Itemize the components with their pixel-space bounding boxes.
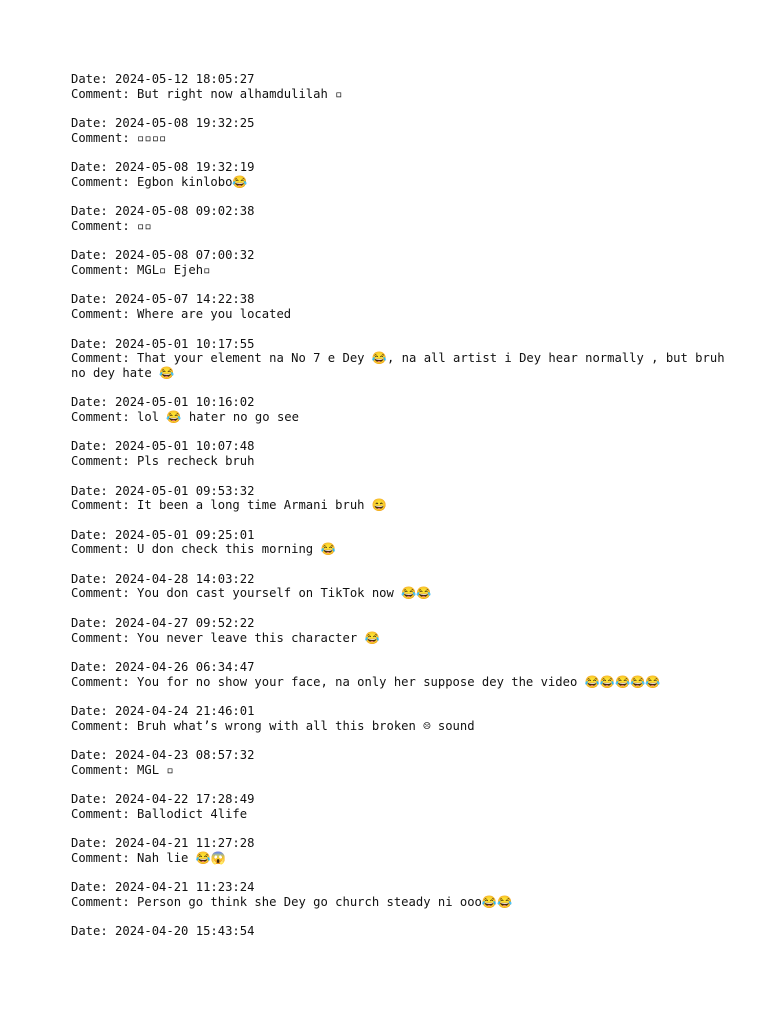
comment-entry — [71, 484, 731, 513]
entry-comment: Comment: Pls recheck bruh — [71, 454, 255, 469]
comment-entry — [71, 704, 731, 733]
comment-entry — [71, 204, 731, 233]
comment-entry — [71, 292, 731, 321]
comment-entry — [71, 337, 731, 381]
comment-entry — [71, 116, 731, 145]
entry-date: Date: 2024-05-08 19:32:19 — [71, 160, 255, 175]
entry-comment: Comment: U don check this morning 😂 — [71, 542, 336, 557]
entry-comment: Comment: But right now alhamdulilah ▫ — [71, 86, 343, 101]
comment-log — [71, 72, 731, 954]
comment-entry — [71, 395, 731, 424]
entry-date: Date: 2024-05-01 10:17:55 — [71, 336, 255, 351]
comment-entry — [71, 248, 731, 277]
entry-comment: Comment: lol 😂 hater no go see — [71, 410, 299, 425]
entry-date: Date: 2024-04-22 17:28:49 — [71, 792, 255, 807]
comment-entry — [71, 660, 731, 689]
entry-comment: Comment: ▫▫ — [71, 218, 152, 233]
entry-date: Date: 2024-05-01 10:16:02 — [71, 395, 255, 410]
entry-date: Date: 2024-04-23 08:57:32 — [71, 748, 255, 763]
entry-comment: Comment: ▫▫▫▫ — [71, 130, 167, 145]
entry-comment: Comment: Bruh what’s wrong with all this broken ☹ sound — [71, 718, 475, 733]
comment-entry — [71, 572, 731, 601]
entry-date: Date: 2024-05-08 09:02:38 — [71, 204, 255, 219]
entry-date: Date: 2024-04-26 06:34:47 — [71, 659, 255, 674]
entry-comment: Comment: MGL ▫ — [71, 762, 174, 777]
entry-date: Date: 2024-05-01 10:07:48 — [71, 439, 255, 454]
entry-date: Date: 2024-05-01 09:53:32 — [71, 483, 255, 498]
comment-entry — [71, 836, 731, 865]
entry-comment: Comment: You for no show your face, na only her suppose dey the video 😂😂😂😂😂 — [71, 674, 661, 689]
comment-entry — [71, 528, 731, 557]
entry-date: Date: 2024-04-21 11:27:28 — [71, 836, 255, 851]
entry-date: Date: 2024-05-01 09:25:01 — [71, 527, 255, 542]
entry-comment: Comment: Where are you located — [71, 307, 292, 322]
entry-comment: Comment: Egbon kinlobo😂 — [71, 174, 248, 189]
entry-comment: Comment: MGL▫ Ejeh▫ — [71, 263, 211, 278]
comment-entry — [71, 880, 731, 909]
entry-comment: Comment: You don cast yourself on TikTok now 😂😂 — [71, 586, 432, 601]
comment-entry — [71, 924, 731, 939]
entry-date: Date: 2024-04-20 15:43:54 — [71, 924, 255, 939]
entry-comment: Comment: You never leave this character 😂 — [71, 630, 380, 645]
entry-comment: Comment: That your element na No 7 e Dey 😂, na all artist i Dey hear normally , but bruh no dey hate 😂 — [71, 351, 732, 380]
entry-date: Date: 2024-04-27 09:52:22 — [71, 615, 255, 630]
entry-comment: Comment: Ballodict 4life — [71, 806, 248, 821]
entry-comment: Comment: It been a long time Armani bruh 😄 — [71, 498, 388, 513]
comment-entry — [71, 748, 731, 777]
entry-date: Date: 2024-04-28 14:03:22 — [71, 571, 255, 586]
entry-comment: Comment: Person go think she Dey go church steady ni ooo😂😂 — [71, 895, 513, 910]
entry-date: Date: 2024-05-12 18:05:27 — [71, 72, 255, 86]
comment-entry — [71, 792, 731, 821]
entry-date: Date: 2024-05-08 19:32:25 — [71, 116, 255, 131]
comment-entry — [71, 160, 731, 189]
comment-entry — [71, 439, 731, 468]
entry-date: Date: 2024-05-08 07:00:32 — [71, 248, 255, 263]
entry-date: Date: 2024-04-24 21:46:01 — [71, 704, 255, 719]
comment-entry — [71, 616, 731, 645]
entry-date: Date: 2024-04-21 11:23:24 — [71, 880, 255, 895]
entry-comment: Comment: Nah lie 😂😱 — [71, 851, 227, 865]
entry-date: Date: 2024-05-07 14:22:38 — [71, 292, 255, 307]
comment-entry — [71, 72, 731, 101]
